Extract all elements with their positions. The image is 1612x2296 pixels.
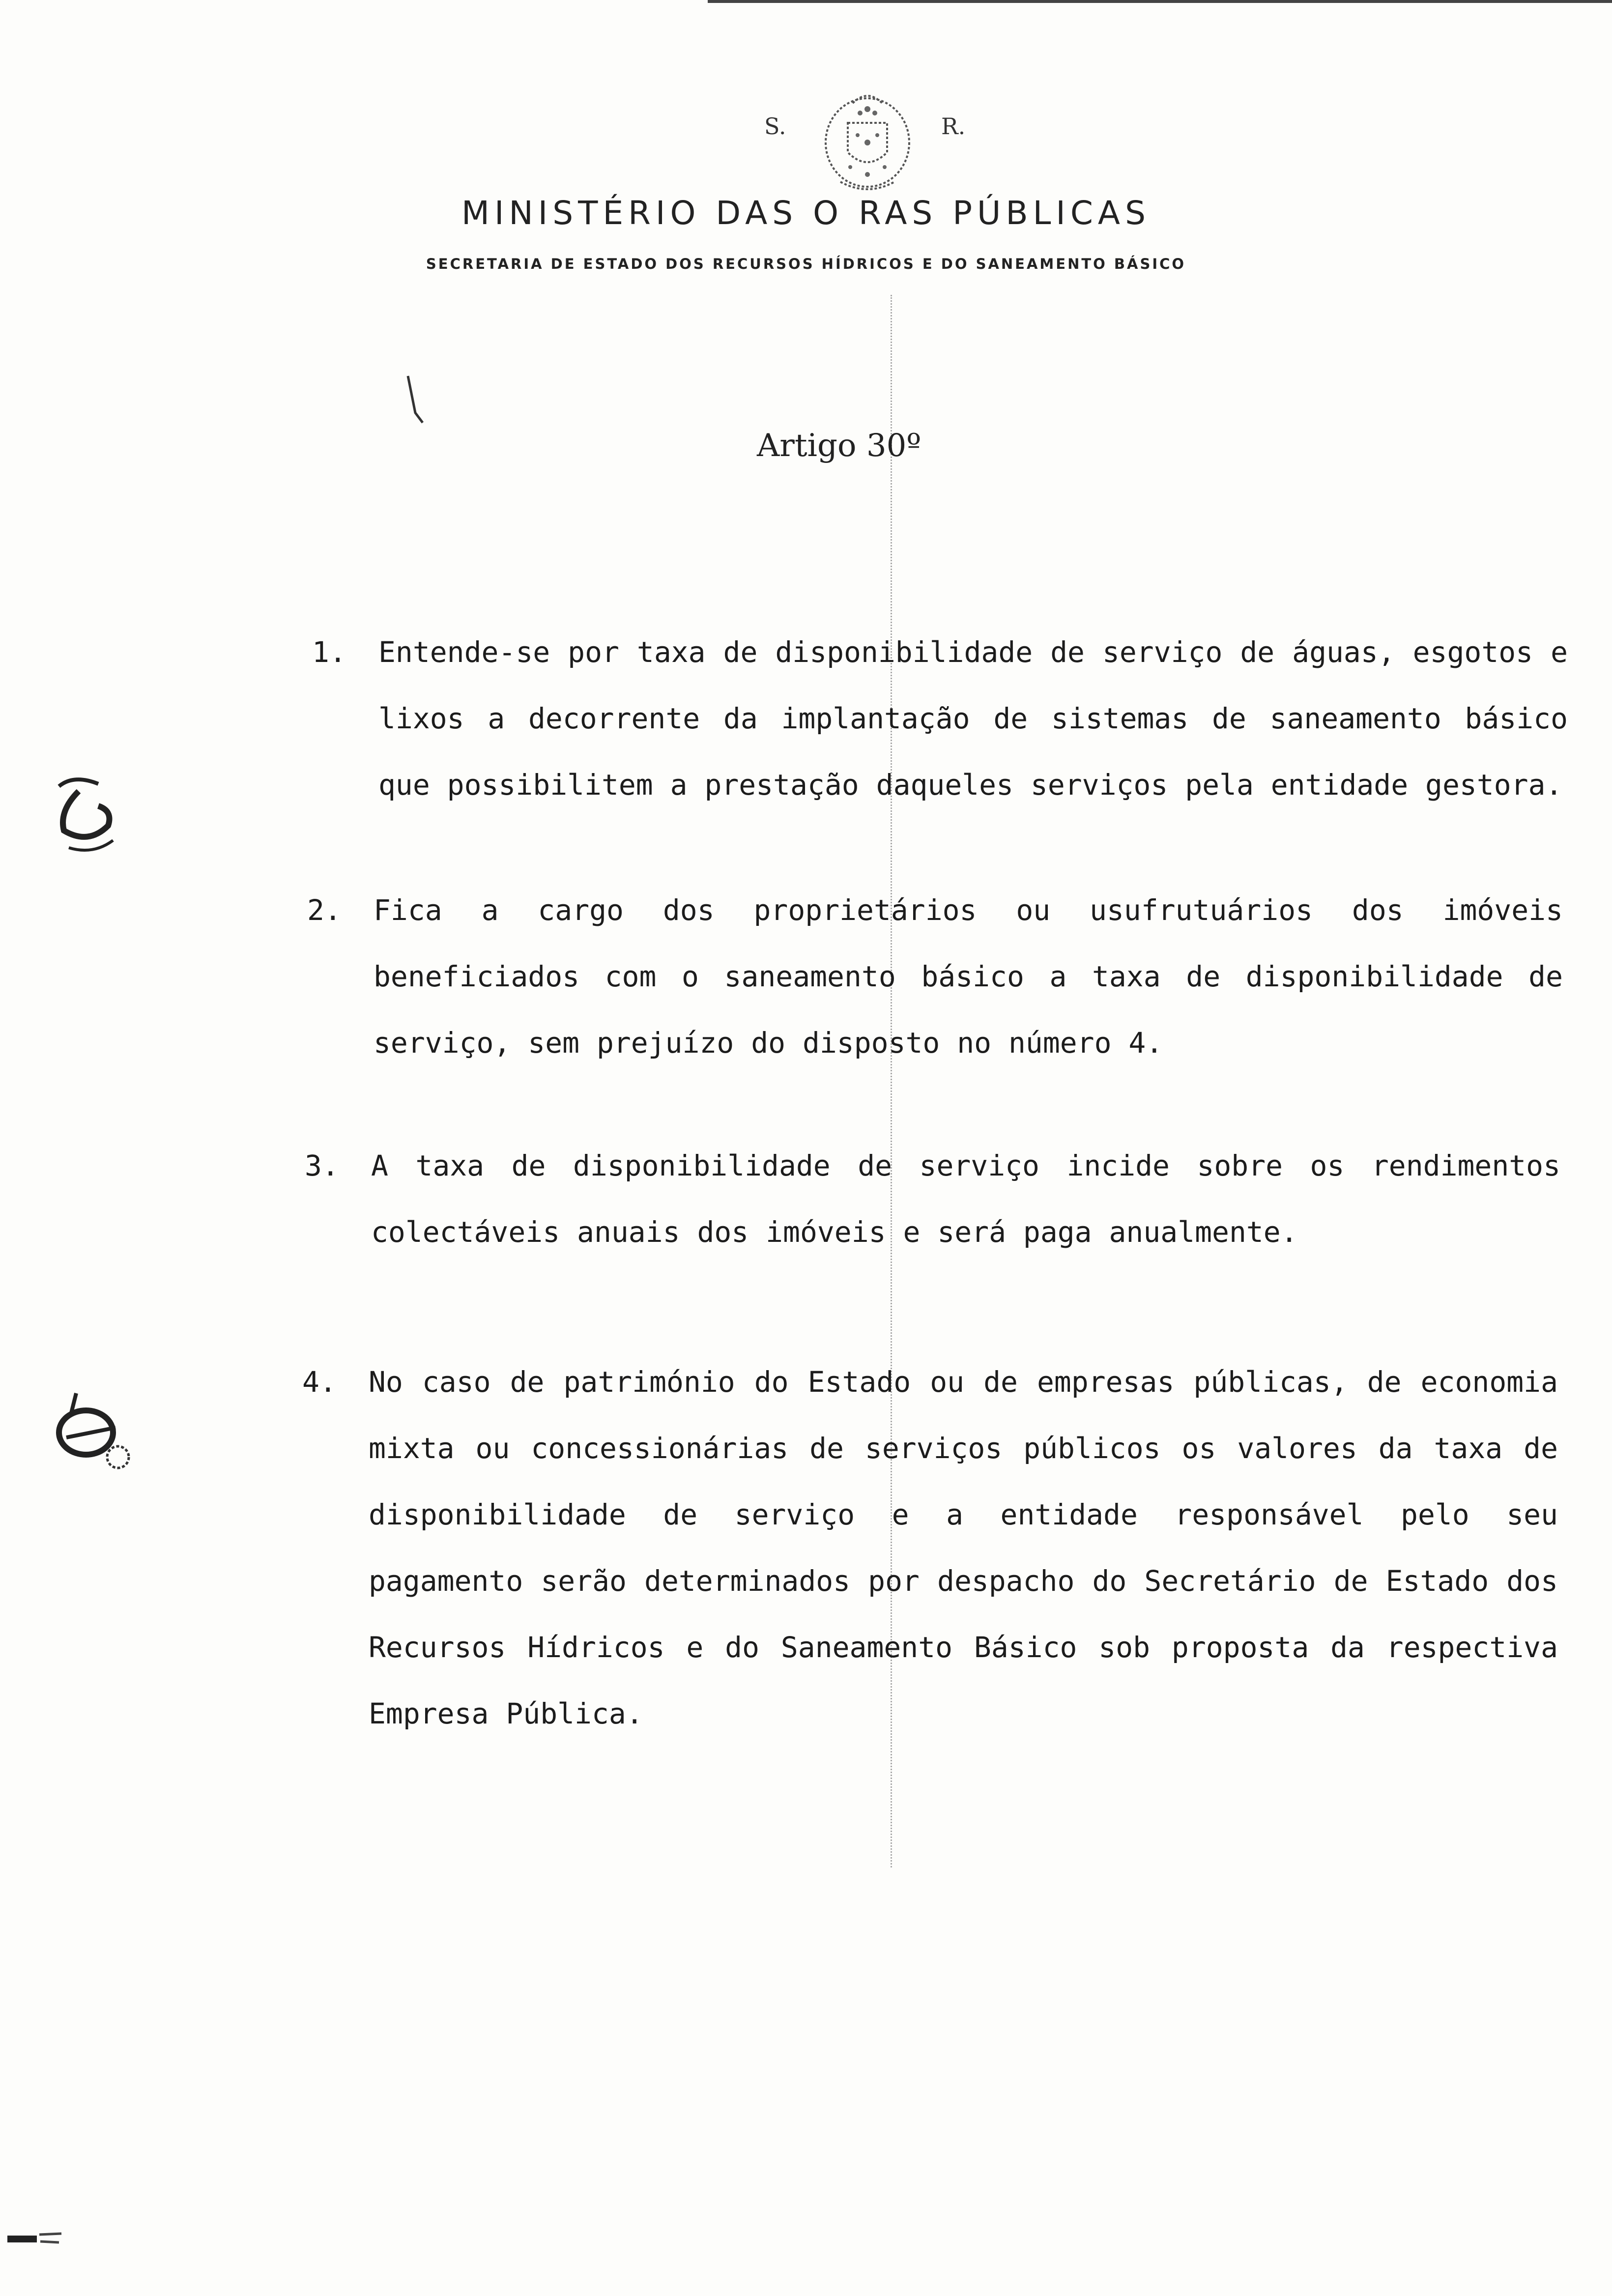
paragraph-number: 1. <box>312 635 346 669</box>
paragraph-text: Fica a cargo dos proprietários ou usufrutuários dos imóveis beneficiados com o saneamento básico a taxa de disponibilidade de serviço, sem prejuízo do disposto no número 4. <box>374 893 1563 1060</box>
top-border-rule <box>708 0 1612 3</box>
margin-mark-icon <box>44 772 128 865</box>
margin-mark-icon <box>47 1383 135 1482</box>
seal-letter-left: S. <box>764 113 786 140</box>
paragraph-number: 3. <box>305 1149 339 1182</box>
margin-mark-icon <box>5 2229 64 2248</box>
seal-letter-right: R. <box>941 113 966 140</box>
ministry-heading: MINISTÉRIO DAS O RAS PÚBLICAS <box>461 194 1151 232</box>
paragraph-1 <box>312 619 1568 818</box>
margin-mark-icon <box>403 373 432 428</box>
paragraph-text: A taxa de disponibilidade de serviço incide sobre os rendimentos colectáveis anuais dos imóveis e será paga anualmente. <box>371 1149 1560 1249</box>
secretaria-subheading: SECRETARIA DE ESTADO DOS RECURSOS HÍDRICOS E DO SANEAMENTO BÁSICO <box>426 256 1186 272</box>
coat-of-arms-seal-icon <box>806 84 929 197</box>
paragraph-text: No caso de património do Estado ou de empresas públicas, de economia mixta ou concessionárias de serviços públicos os valores da taxa de disponibilidade de serviço e a entidade responsável pelo seu pagamento serão determinados por despacho do Secretário de Estado dos Recursos Hídricos e do Saneamento Básico sob proposta da respectiva Empresa Pública. <box>369 1365 1558 1730</box>
article-title: Artigo 30º <box>757 428 921 464</box>
paragraph-number: 2. <box>307 893 342 927</box>
paragraph-text: Entende-se por taxa de disponibilidade de serviço de águas, esgotos e lixos a decorrente da implantação de sistemas de saneamento básico que possibilitem a prestação daqueles serviços pela entidade gestora. <box>378 635 1568 802</box>
paragraph-number: 4. <box>302 1365 337 1399</box>
paragraph-3 <box>305 1133 1560 1265</box>
paragraph-2 <box>307 877 1563 1076</box>
paragraph-4 <box>302 1349 1558 1747</box>
